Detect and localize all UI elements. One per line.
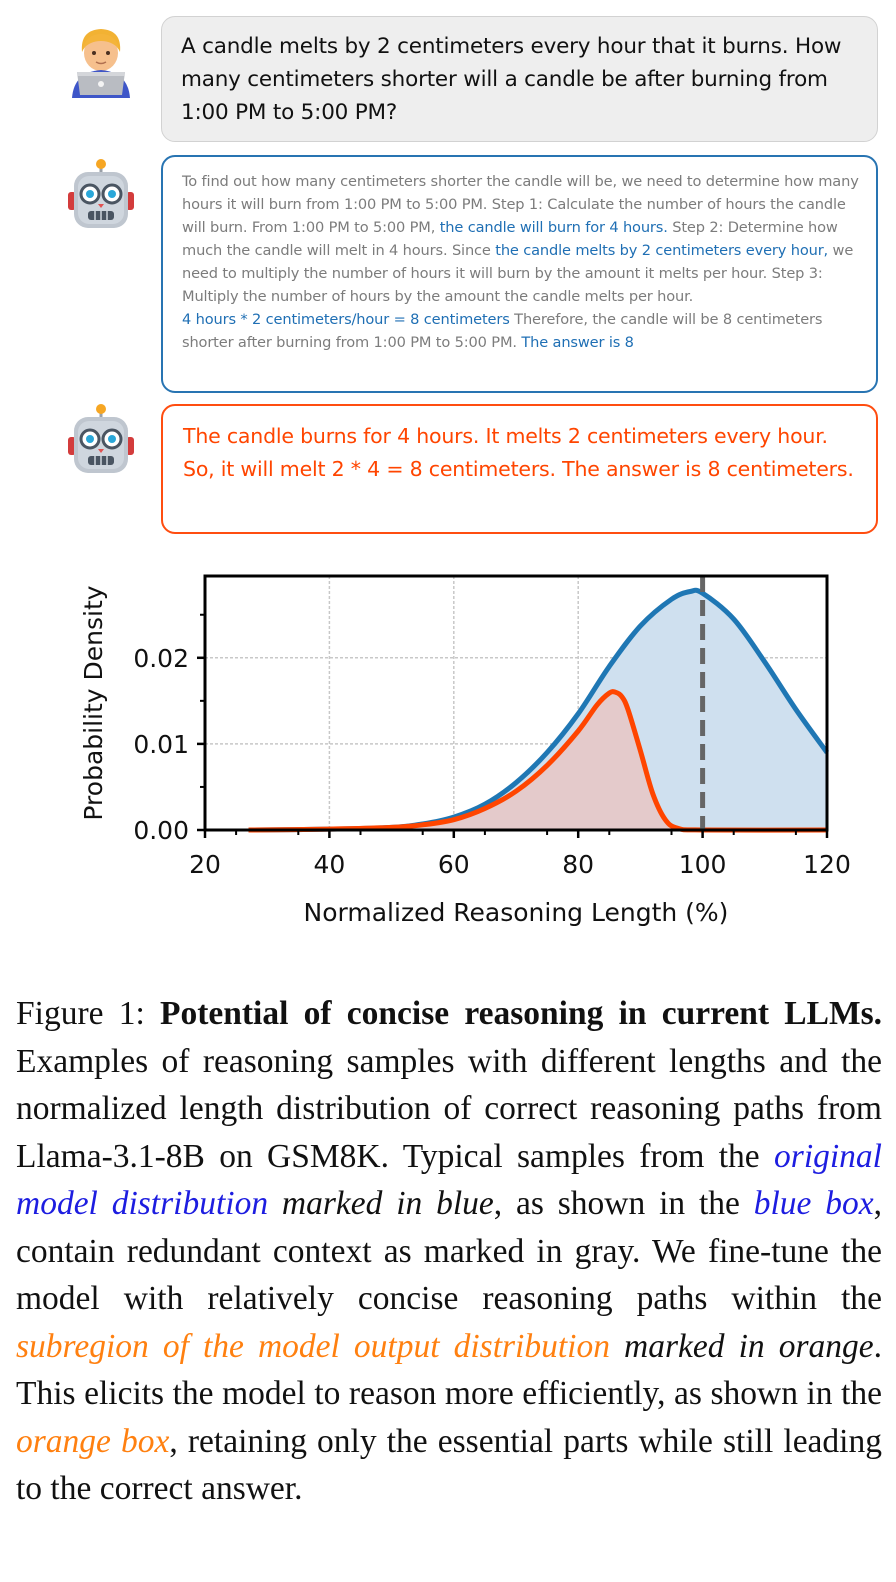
y-tick-label: 0.02 xyxy=(133,643,189,673)
x-tick-label: 120 xyxy=(803,850,851,879)
caption-italic: marked in orange xyxy=(609,1327,874,1365)
caption-title: Potential of concise reasoning in current LLMs. xyxy=(160,995,882,1032)
caption-text: , as shown in the xyxy=(493,1185,754,1222)
y-tick-label: 0.01 xyxy=(133,729,189,759)
redundant-text: Step 2: Determine how much the candle will melt in 4 hours. Since xyxy=(182,219,838,259)
short-response-bubble xyxy=(161,404,878,534)
highlighted-essential-text: the candle melts by 2 centimeters every hour, xyxy=(495,242,829,259)
redundant-text: To find out how many centimeters shorter the candle will be, we need to determine how many hours it will burn from 1:00 PM to 5:00 PM. Step 1: Calculate the number of hours the candle will burn. From 1:00 PM to 5:00 PM, xyxy=(182,173,859,236)
x-tick-label: 40 xyxy=(313,850,346,879)
highlighted-essential-text: the candle will burn for 4 hours. xyxy=(439,219,668,236)
y-axis-label: Probability Density xyxy=(79,585,108,821)
robot-face-icon xyxy=(66,158,136,234)
x-tick-label: 100 xyxy=(678,850,727,879)
x-axis-label: Normalized Reasoning Length (%) xyxy=(303,898,729,927)
caption-italic: marked in blue xyxy=(268,1185,494,1222)
x-tick-label: 60 xyxy=(437,850,470,879)
y-tick-label: 0.00 xyxy=(133,816,189,845)
caption-text: , contain redundant context as marked in gray. We fine-tune the model with relatively concise reasoning paths within the xyxy=(16,1185,883,1317)
user-question-bubble xyxy=(161,16,878,142)
x-tick-label: 20 xyxy=(189,850,221,879)
redundant-text: we need to multiply the number of hours it will burn by the amount it melts per hour. Step 3: Multiply the number of hours by the amount the candle melts per hour. xyxy=(182,242,854,305)
density-chart xyxy=(0,555,896,955)
long-response-text xyxy=(182,170,868,354)
figure-label: Figure 1: xyxy=(16,995,160,1032)
caption-text: Examples of reasoning samples with different lengths and the normalized length distribution of correct reasoning paths from Llama-3.1-8B on GSM8K. Typical samples from the xyxy=(16,1042,882,1175)
highlighted-essential-text: The answer is 8 xyxy=(521,334,634,351)
redundant-text: Therefore, the candle will be 8 centimeters shorter after burning from 1:00 PM to 5:00 PM. xyxy=(182,311,823,351)
caption-blue-highlight: original model distribution xyxy=(16,1137,882,1222)
caption-orange-highlight: orange box xyxy=(16,1422,170,1460)
x-tick-label: 80 xyxy=(562,850,595,879)
long-response-bubble xyxy=(161,155,878,393)
caption-orange-highlight: subregion of the model output distribution xyxy=(16,1327,610,1365)
caption-blue-highlight: blue box xyxy=(753,1185,874,1222)
question-text: A candle melts by 2 centimeters every hour that it burns. How many centimeters shorter will a candle be after burning from 1:00 PM to 5:00 PM? xyxy=(181,34,842,125)
person-with-laptop-icon xyxy=(66,22,136,98)
figure-caption xyxy=(16,990,882,1513)
caption-text: , retaining only the essential parts while still leading to the correct answer. xyxy=(16,1422,882,1507)
caption-text: . This elicits the model to reason more efficiently, as shown in the xyxy=(16,1327,882,1412)
short-response-text: The candle burns for 4 hours. It melts 2 centimeters every hour. So, it will melt 2 * 4 = 8 centimeters. The answer is 8 centimeters. xyxy=(183,424,854,481)
highlighted-essential-text: 4 hours * 2 centimeters/hour = 8 centimeters xyxy=(182,311,510,328)
robot-face-icon xyxy=(66,403,136,479)
